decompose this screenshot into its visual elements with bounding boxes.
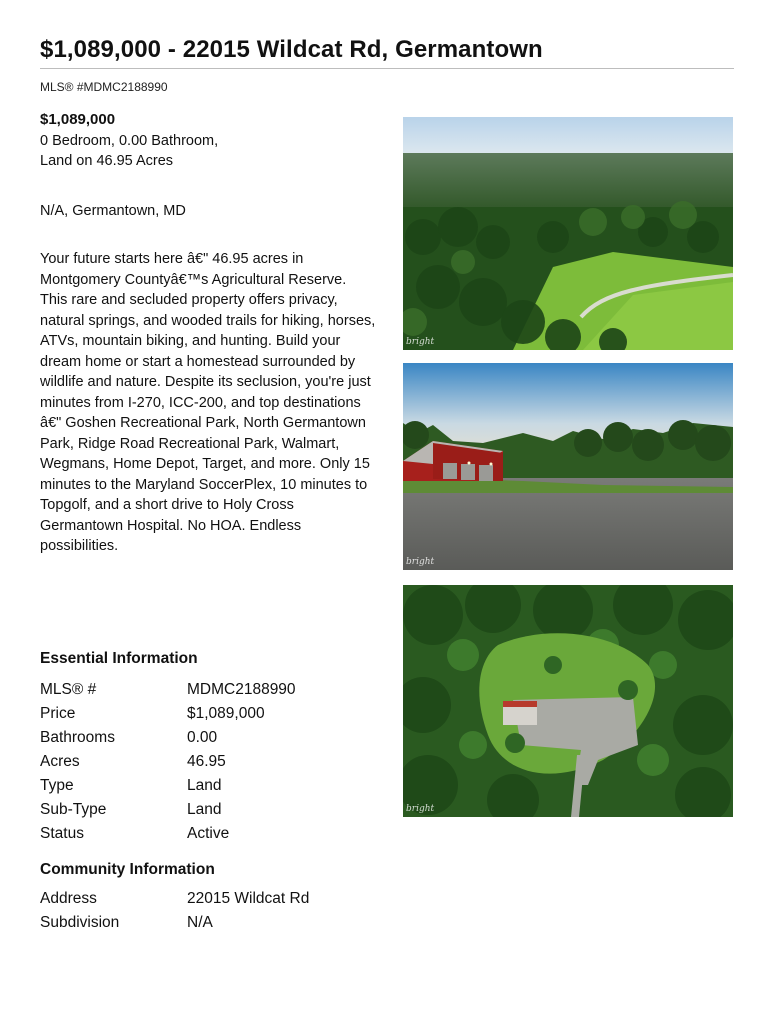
watermark-logo: bright <box>406 557 435 567</box>
row-label: MLS® # <box>40 681 97 698</box>
table-row <box>40 911 380 935</box>
description-paragraph: This rare and secluded property offers privacy, natural springs, and wooded trails for hiking, horses, ATVs, mountain biking, and hunting. Build your dream home or start a homestead surrounded by wildlife and nature. Despite its seclusion, you're just minutes from I-270, ICC-200, and top destinations â€" Goshen Recreational Park, North Germantown Park, Ridge Road Recreational Park, Walmart, Wegmans, Home Depot, Target, and more. Only 15 minutes to the Maryland SoccerPlex, 10 minutes to Topgolf, and a short drive to Holy Cross Germantown Hospital. No HOA. Endless possibilities. <box>40 292 376 554</box>
photo-red-barn[interactable] <box>403 363 733 570</box>
watermark-logo: bright <box>406 804 435 814</box>
summary-land: Land on 46.95 Acres <box>40 153 174 169</box>
row-label: Bathrooms <box>40 729 115 746</box>
red-barn-image <box>403 363 733 570</box>
summary-beds-baths: 0 Bedroom, 0.00 Bathroom, <box>40 132 219 149</box>
table-row <box>40 702 380 726</box>
table-row <box>40 750 380 774</box>
row-value: Land <box>187 777 222 794</box>
watermark-logo: bright <box>406 337 435 347</box>
row-value: Land <box>187 801 222 818</box>
row-value: MDMC2188990 <box>187 681 296 698</box>
photo-aerial-forest[interactable] <box>403 117 733 350</box>
row-value: 0.00 <box>187 729 218 746</box>
summary-price: $1,089,000 <box>40 111 116 128</box>
row-value: Active <box>187 825 230 842</box>
community-heading: Community Information <box>40 861 215 878</box>
row-label: Address <box>40 890 97 907</box>
listing-summary <box>40 110 380 557</box>
row-value: N/A <box>187 914 213 931</box>
overhead-clearing-image <box>403 585 733 817</box>
table-row <box>40 822 380 846</box>
table-row <box>40 774 380 798</box>
page-title: $1,089,000 - 22015 Wildcat Rd, Germantown <box>40 36 543 63</box>
row-label: Price <box>40 705 76 722</box>
summary-location: N/A, Germantown, MD <box>40 202 186 219</box>
mls-number: MLS® #MDMC2188990 <box>40 80 168 94</box>
table-row <box>40 798 380 822</box>
photo-overhead-clearing[interactable] <box>403 585 733 817</box>
listing-description <box>40 249 380 557</box>
table-row <box>40 887 380 911</box>
description-paragraph: Your future starts here â€" 46.95 acres in Montgomery Countyâ€™s Agricultural Reserve. <box>40 251 347 288</box>
row-label: Subdivision <box>40 914 120 931</box>
row-value: $1,089,000 <box>187 705 265 722</box>
row-label: Status <box>40 825 84 842</box>
essential-table <box>40 678 380 846</box>
title-divider <box>40 68 734 69</box>
row-label: Type <box>40 777 74 794</box>
essential-heading: Essential Information <box>40 650 198 667</box>
row-value: 46.95 <box>187 753 226 770</box>
table-row <box>40 678 380 702</box>
table-row <box>40 726 380 750</box>
row-value: 22015 Wildcat Rd <box>187 890 310 907</box>
community-table <box>40 887 380 935</box>
row-label: Acres <box>40 753 80 770</box>
aerial-forest-image <box>403 117 733 350</box>
row-label: Sub-Type <box>40 801 107 818</box>
